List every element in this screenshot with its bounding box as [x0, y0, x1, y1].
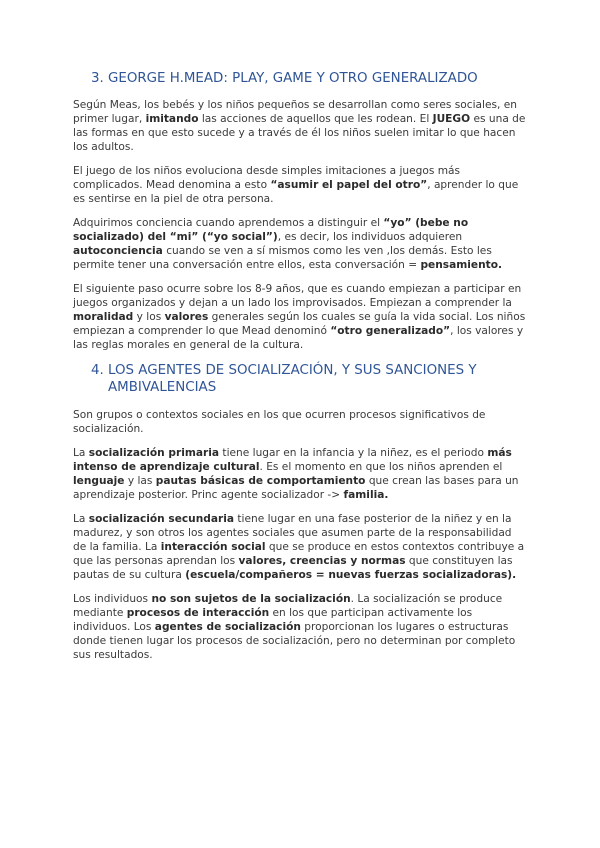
- text: proporcionan los lugares o estructuras donde tienen lugar los procesos de socialización, pero no determinan por completo sus resultados.: [73, 621, 516, 661]
- section-3-paragraph-2: [73, 164, 528, 206]
- section-3-heading: [73, 70, 528, 87]
- text: generales según los cuales se guía la vida social. Los niños empiezan a comprender lo que Mead denominó: [73, 311, 526, 337]
- section-4-title: LOS AGENTES DE SOCIALIZACIÓN, Y SUS SANCIONES Y AMBIVALENCIAS: [108, 363, 477, 395]
- section-3-number: 3.: [91, 71, 104, 86]
- section-3-paragraph-4: [73, 282, 528, 352]
- text: , los valores y las reglas morales en general de la cultura.: [73, 325, 524, 351]
- bold-text: imitando: [145, 113, 199, 125]
- bold-text: valores, creencias y normas: [238, 555, 406, 567]
- section-4-paragraph-1: [73, 408, 528, 436]
- bold-text: pautas básicas de comportamiento: [155, 475, 366, 487]
- section-3-paragraph-3: [73, 216, 528, 272]
- section-4-paragraph-2: [73, 446, 528, 502]
- text: tiene lugar en la infancia y la niñez, es el periodo: [219, 447, 488, 459]
- bold-text: (escuela/compañeros = nuevas fuerzas socializadoras).: [185, 569, 517, 581]
- text: que constituyen las pautas de su cultura: [73, 555, 513, 581]
- text: tiene lugar en una fase posterior de la niñez y en la madurez, y son otros los agentes sociales que asumen parte de la responsabilidad de la familia. La: [73, 513, 512, 553]
- bold-text: agentes de socialización: [154, 621, 301, 633]
- bold-text: socialización secundaria: [88, 513, 234, 525]
- bold-text: “otro generalizado”: [330, 325, 451, 337]
- text: . Es el momento en que los niños aprenden el: [259, 461, 503, 473]
- text: es una de las formas en que esto sucede y a través de él los niños suelen imitar lo que hacen los adultos.: [73, 113, 526, 153]
- text: en los que participan activamente los individuos. Los: [73, 607, 473, 633]
- document-content: [73, 70, 528, 672]
- section-3-title: GEORGE H.MEAD: PLAY, GAME Y OTRO GENERALIZADO: [108, 71, 478, 86]
- bold-text: “asumir el papel del otro”: [270, 179, 428, 191]
- text: Son grupos o contextos sociales en los que ocurren procesos significativos de socialización.: [73, 409, 486, 435]
- section-4-paragraph-4: [73, 592, 528, 662]
- text: , aprender lo que es sentirse en la piel de otra persona.: [73, 179, 519, 205]
- bold-text: JUEGO: [432, 113, 471, 125]
- text: La: [73, 447, 89, 459]
- text: , es decir, los individuos adquieren: [277, 231, 463, 243]
- bold-text: procesos de interacción: [126, 607, 270, 619]
- text: Según Meas, los bebés y los niños pequeños se desarrollan como seres sociales, en primer lugar,: [73, 99, 517, 125]
- bold-text: más intenso de aprendizaje cultural: [73, 447, 512, 473]
- section-4-number: 4.: [91, 363, 104, 378]
- text: El siguiente paso ocurre sobre los 8-9 años, que es cuando empiezan a participar en juegos organizados y dejan a un lado los improvisados. Empiezan a comprender la: [73, 283, 522, 309]
- bold-text: interacción social: [160, 541, 266, 553]
- bold-text: lenguaje: [73, 475, 125, 487]
- section-4-heading: [73, 362, 528, 396]
- text: que crean las bases para un aprendizaje posterior. Princ agente socializador ->: [73, 475, 519, 501]
- bold-text: socialización primaria: [88, 447, 220, 459]
- text: que se produce en estos contextos contribuye a que las personas aprendan los: [73, 541, 525, 567]
- section-3-paragraph-1: [73, 98, 528, 154]
- section-4-paragraph-3: [73, 512, 528, 582]
- text: cuando se ven a sí mismos como les ven ,los demás. Esto les permite tener una conversación entre ellos, esta conversación =: [73, 245, 492, 271]
- text: Los individuos: [73, 593, 152, 605]
- bold-text: moralidad: [73, 311, 134, 323]
- bold-text: autoconciencia: [73, 245, 163, 257]
- bold-text: familia.: [343, 489, 389, 501]
- bold-text: “yo” (bebe no socializado) del “mi” (“yo social”): [73, 217, 469, 243]
- bold-text: no son sujetos de la socialización: [151, 593, 351, 605]
- text: y las: [124, 475, 156, 487]
- bold-text: valores: [164, 311, 209, 323]
- text: las acciones de aquellos que les rodean. El: [198, 113, 433, 125]
- text: La: [73, 513, 89, 525]
- text: El juego de los niños evoluciona desde simples imitaciones a juegos más complicados. Mead denomina a esto: [73, 165, 461, 191]
- text: Adquirimos conciencia cuando aprendemos a distinguir el: [73, 217, 384, 229]
- text: . La socialización se produce mediante: [73, 593, 503, 619]
- bold-text: pensamiento.: [420, 259, 502, 271]
- text: y los: [133, 311, 165, 323]
